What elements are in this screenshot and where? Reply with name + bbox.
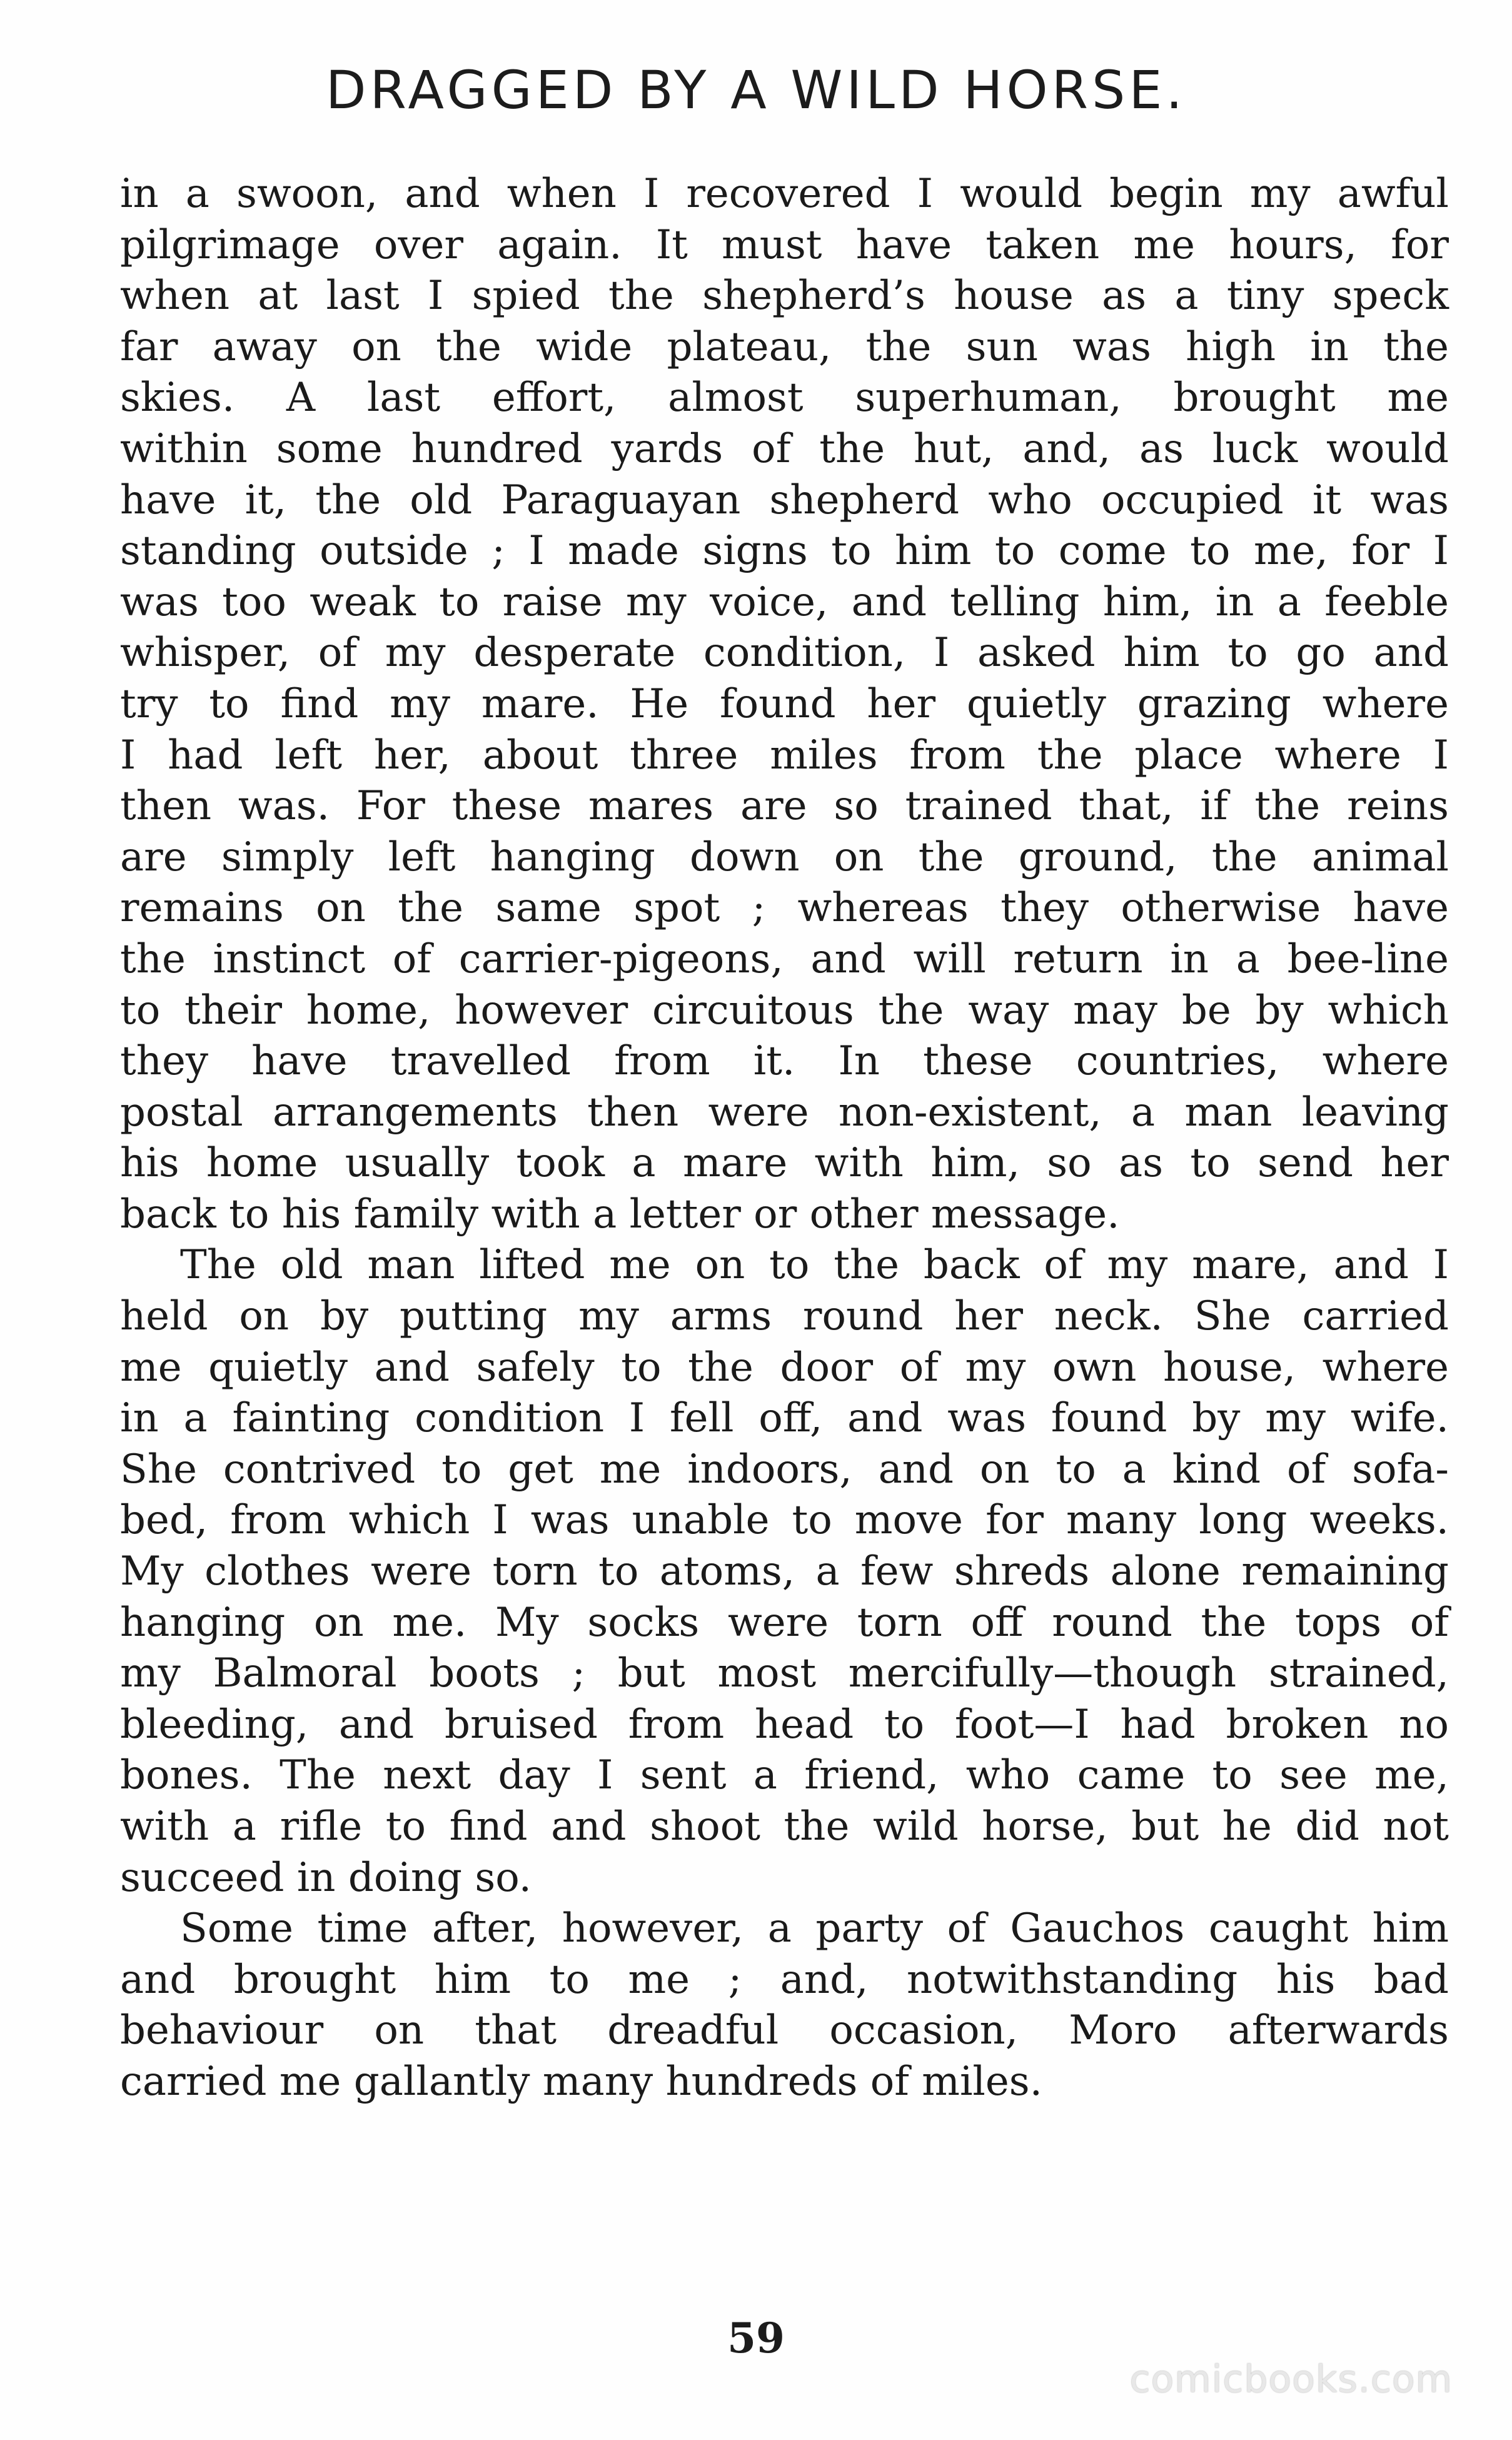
text-line: remains on the same spot ; whereas they otherwise have (120, 885, 1449, 932)
text-line: the instinct of carrier-pigeons, and will return in a bee-line (120, 935, 1449, 982)
text-line: held on by putting my arms round her neck. She carried (120, 1293, 1449, 1340)
paragraph (120, 1903, 1449, 2107)
running-head: DRAGGED BY A WILD HORSE. (325, 59, 1187, 121)
text-line: are simply left hanging down on the ground, the animal (120, 834, 1449, 880)
text-line: my Balmoral boots ; but most mercifully—though strained, (120, 1650, 1449, 1697)
text-line: My clothes were torn to atoms, a few shreds alone remaining (120, 1548, 1449, 1595)
text-line: standing outside ; I made signs to him to come to me, for I (120, 528, 1449, 575)
text-line: within some hundred yards of the hut, and, as luck would (120, 425, 1449, 472)
text-line: whisper, of my desperate condition, I asked him to go and (120, 630, 1449, 677)
paragraph (120, 169, 1449, 1240)
text-line: carried me gallantly many hundreds of miles. (120, 2058, 1042, 2105)
text-line: The old man lifted me on to the back of my mare, and I (180, 1242, 1449, 1289)
text-line: when at last I spied the shepherd’s house as a tiny speck (120, 273, 1449, 320)
text-line: and brought him to me ; and, notwithstanding his bad (120, 1956, 1449, 2003)
text-line: was too weak to raise my voice, and telling him, in a feeble (120, 578, 1449, 625)
text-line: bones. The next day I sent a friend, who came to see me, (120, 1752, 1449, 1799)
text-line: in a fainting condition I fell off, and was found by my wife. (120, 1395, 1449, 1442)
page-number: 59 (727, 2314, 785, 2362)
text-line: try to find my mare. He found her quietly grazing where (120, 680, 1449, 727)
body-text (120, 169, 1449, 2108)
text-line: have it, the old Paraguayan shepherd who occupied it was (120, 476, 1449, 523)
text-line: in a swoon, and when I recovered I would begin my awful (120, 171, 1449, 217)
text-line: then was. For these mares are so trained that, if the reins (120, 783, 1449, 830)
text-line: bleeding, and bruised from head to foot—I had broken no (120, 1701, 1449, 1748)
text-line: I had left her, about three miles from the place where I (120, 732, 1449, 779)
text-line: they have travelled from it. In these countries, where (120, 1038, 1449, 1085)
text-line: Some time after, however, a party of Gauchos caught him (180, 1905, 1449, 1952)
text-line: to their home, however circuitous the way may be by which (120, 987, 1449, 1034)
text-line: me quietly and safely to the door of my own house, where (120, 1344, 1449, 1391)
text-line: bed, from which I was unable to move for many long weeks. (120, 1497, 1449, 1544)
text-line: She contrived to get me indoors, and on to a kind of sofa- (120, 1446, 1449, 1493)
text-line: far away on the wide plateau, the sun was high in the (120, 323, 1449, 370)
watermark: comicbooks.com (1129, 2357, 1453, 2401)
text-line: postal arrangements then were non-existent, a man leaving (120, 1089, 1449, 1136)
text-line: his home usually took a mare with him, so as to send her (120, 1140, 1449, 1187)
text-line: back to his family with a letter or other message. (120, 1191, 1120, 1238)
text-line: with a rifle to find and shoot the wild horse, but he did not (120, 1803, 1449, 1850)
text-line: skies. A last effort, almost superhuman, brought me (120, 375, 1449, 421)
paragraph (120, 1240, 1449, 1903)
text-line: pilgrimage over again. It must have taken me hours, for (120, 221, 1449, 268)
text-line: hanging on me. My socks were torn off round the tops of (120, 1599, 1449, 1646)
text-line: behaviour on that dreadful occasion, Moro afterwards (120, 2007, 1449, 2054)
text-line: succeed in doing so. (120, 1854, 532, 1901)
